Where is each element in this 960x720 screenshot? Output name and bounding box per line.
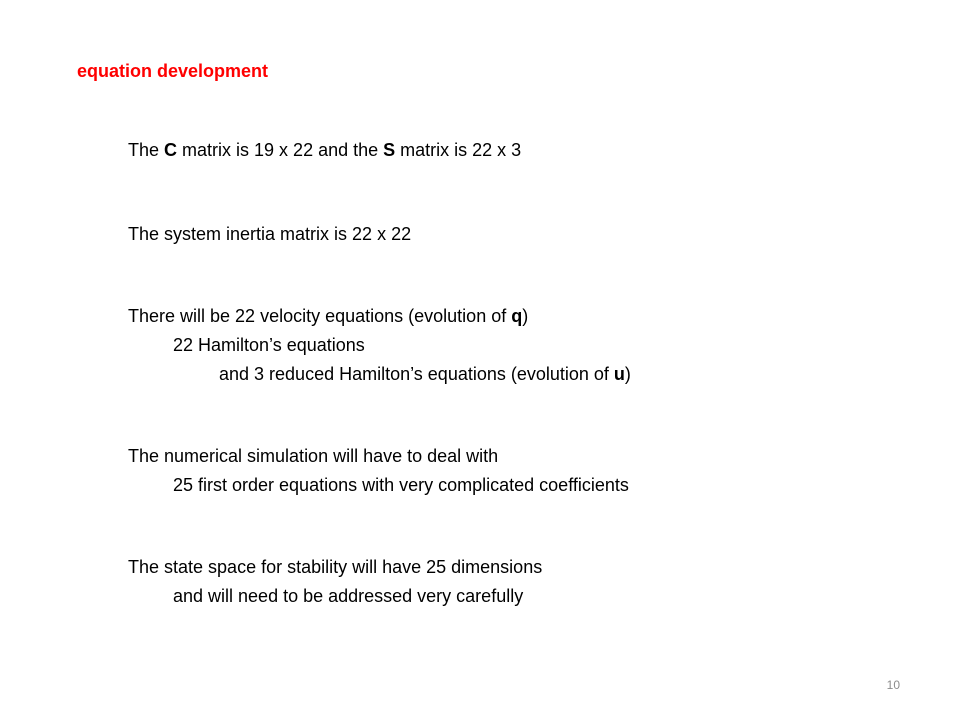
- text-run: and 3 reduced Hamilton’s equations (evolution of: [219, 364, 614, 384]
- reduced-hamilton-line: [219, 362, 631, 386]
- page-number: 10: [886, 678, 900, 692]
- text-run: There will be 22 velocity equations (evolution of: [128, 306, 512, 326]
- velocity-equations-line: [128, 304, 528, 328]
- text-run: ): [624, 364, 631, 384]
- inertia-matrix-line: The system inertia matrix is 22 x 22: [128, 224, 412, 244]
- first-order-equations-line: 25 first order equations with very complicated coefficients: [173, 475, 629, 495]
- text-run: The: [128, 140, 165, 160]
- state-space-line: The state space for stability will have 25 dimensions: [128, 557, 543, 577]
- hamilton-equations-line: 22 Hamilton’s equations: [173, 335, 365, 355]
- numerical-simulation-line: The numerical simulation will have to deal with: [128, 446, 499, 466]
- matrix-c-symbol: C: [164, 140, 178, 160]
- text-run: matrix is 19 x 22 and the: [177, 140, 384, 160]
- matrix-s-symbol: S: [383, 140, 396, 160]
- q-symbol: q: [511, 306, 523, 326]
- matrix-dimensions-line: [128, 138, 521, 162]
- text-run: ): [522, 306, 529, 326]
- text-run: matrix is 22 x 3: [395, 140, 522, 160]
- addressed-carefully-line: and will need to be addressed very carefully: [173, 586, 524, 606]
- slide-heading: equation development: [77, 61, 269, 81]
- u-symbol: u: [613, 364, 625, 384]
